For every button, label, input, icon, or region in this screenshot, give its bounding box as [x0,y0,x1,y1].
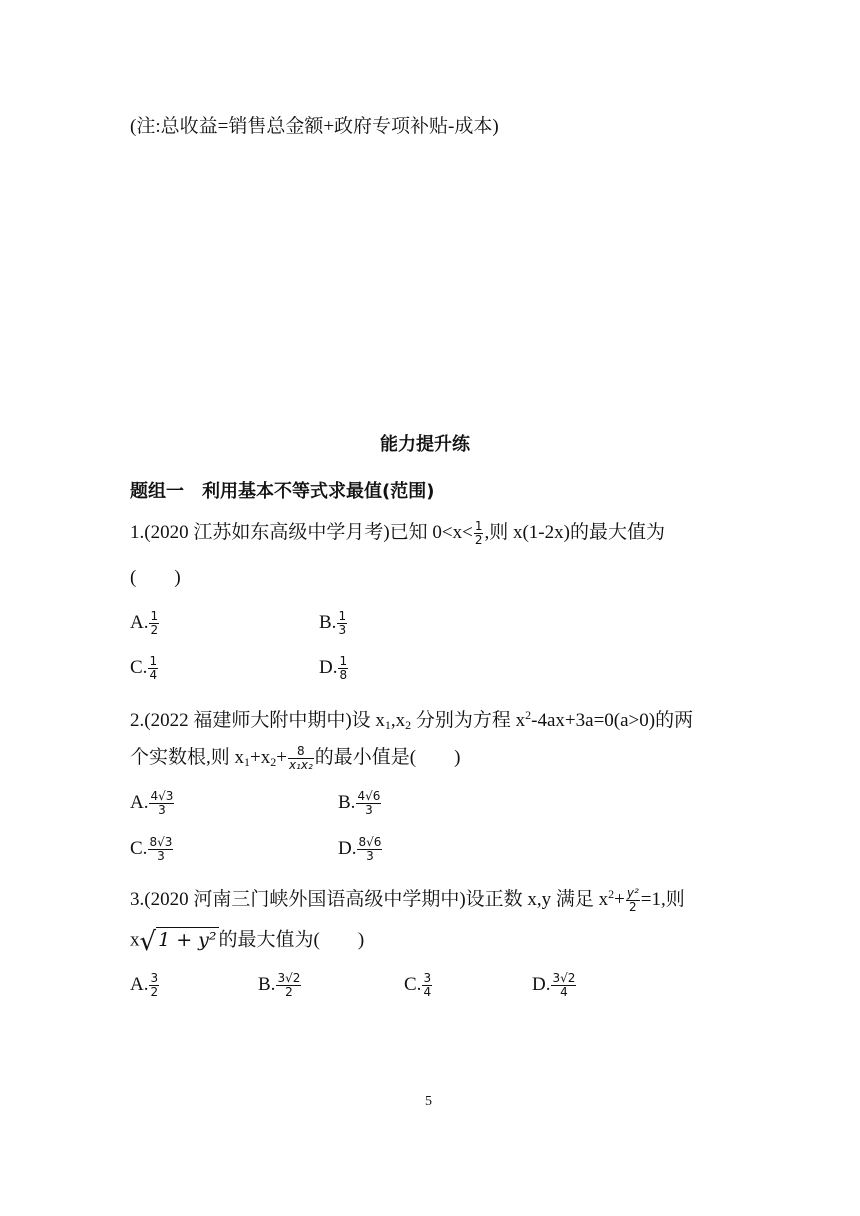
q2-option-b[interactable] [338,790,382,817]
frac-num: y² [626,886,639,901]
option-label: A. [130,611,149,633]
frac-den: 3 [365,803,373,817]
frac-num: 3√2 [552,971,576,985]
q1-frac-den: 2 [474,533,483,547]
frac-den: 2 [629,900,637,915]
q3-fraction [626,887,640,914]
q3-text: + [614,889,625,910]
frac-den: 4 [423,985,432,999]
frac-num: 3√2 [277,971,301,985]
frac-num: 8√3 [149,835,173,849]
q2-text: 2.(2022 福建师大附中期中)设 x [130,710,385,731]
option-fraction [149,790,174,817]
option-label: A. [130,973,149,995]
frac-num: 4√6 [357,789,381,803]
q2-option-d[interactable] [338,836,383,863]
q3-stem-line1 [130,882,685,914]
q2-stem-line1 [130,703,693,737]
superscript: 2 [525,708,532,722]
q1-suffix: ,则 x(1-2x)的最大值为 [484,521,665,543]
q3-text: 3.(2020 河南三门峡外国语高级中学期中)设正数 x,y 满足 x [130,889,609,910]
option-fraction [276,972,301,999]
group-title: 题组一 利用基本不等式求最值(范围) [130,481,435,502]
note-text: (注:总收益=销售总金额+政府专项补贴-成本) [130,116,499,137]
q2-text: + [276,746,287,768]
section-title: 能力提升练 [380,434,470,455]
subscript: 1 [384,718,391,732]
q1-stem [130,520,665,547]
frac-num: 8√6 [358,835,382,849]
option-fraction [338,655,348,682]
frac-den: 8 [339,668,348,682]
frac-den: 2 [285,985,293,999]
option-fraction [551,972,576,999]
radical-sign: √ [139,927,157,957]
frac-num: 1 [338,609,347,623]
subscript: 1 [244,754,251,769]
option-label: D. [532,973,551,995]
q1-answer-paren: ( ) [130,567,181,588]
frac-num: 8 [288,745,314,759]
q3-option-c[interactable] [404,972,433,999]
q3-option-d[interactable] [532,972,577,999]
option-fraction [337,610,347,637]
q2-text: ,x [390,710,406,731]
q2-fraction [288,745,314,772]
frac-den: 4 [560,985,568,999]
q1-frac-num: 1 [474,519,483,533]
q1-option-c[interactable] [130,655,159,682]
option-fraction [149,610,159,637]
option-fraction [149,972,159,999]
page-number: 5 [425,1094,432,1109]
q3-stem-line2 [130,927,365,957]
option-label: B. [319,611,337,633]
q2-text: 个实数根,则 x [130,746,245,768]
frac-den: 3 [366,849,374,863]
subscript: 2 [270,754,277,769]
frac-num: 1 [339,654,348,668]
option-label: C. [404,973,422,995]
frac-num: 3 [423,971,432,985]
option-label: A. [130,791,149,813]
q3-option-a[interactable] [130,972,160,999]
q3-text: x [130,929,140,951]
option-label: B. [258,973,276,995]
frac-num: 1 [149,654,158,668]
q1-option-b[interactable] [319,610,348,637]
frac-den: 3 [338,623,347,637]
q1-option-a[interactable] [130,610,160,637]
option-label: D. [338,837,357,859]
option-label: C. [130,656,148,678]
option-fraction [148,836,173,863]
option-fraction [148,655,158,682]
radicand: 1 + y² [158,929,217,951]
option-label: D. [319,656,338,678]
q2-option-a[interactable] [130,790,175,817]
q2-text: -4ax+3a=0(a>0)的两 [531,710,694,731]
frac-den: 3 [158,803,166,817]
q3-option-b[interactable] [258,972,302,999]
q2-text: 的最小值是( ) [314,746,461,768]
q2-stem-line2 [130,745,460,774]
frac-num: 4√3 [150,789,174,803]
frac-den: 2 [150,623,159,637]
subscript: 2 [405,718,412,732]
q3-text: 的最大值为( ) [218,929,365,951]
q2-text: +x [250,746,271,768]
superscript: 2 [608,887,615,901]
frac-den: 2 [150,985,159,999]
q2-option-c[interactable] [130,836,174,863]
frac-den: 4 [149,668,158,682]
frac-den: x₁x₂ [288,758,313,772]
option-fraction [357,836,382,863]
option-fraction [422,972,432,999]
option-label: C. [130,837,148,859]
frac-num: 1 [150,609,159,623]
q1-fraction [474,520,484,547]
option-label: B. [338,791,356,813]
frac-num: 3 [150,971,159,985]
frac-den: 3 [157,849,165,863]
q1-prefix: 1.(2020 江苏如东高级中学月考)已知 0<x< [130,521,473,543]
q2-text: 分别为方程 x [411,710,526,731]
sqrt-expression [139,927,219,957]
option-fraction [356,790,381,817]
q3-text: =1,则 [640,889,685,910]
q1-option-d[interactable] [319,655,349,682]
